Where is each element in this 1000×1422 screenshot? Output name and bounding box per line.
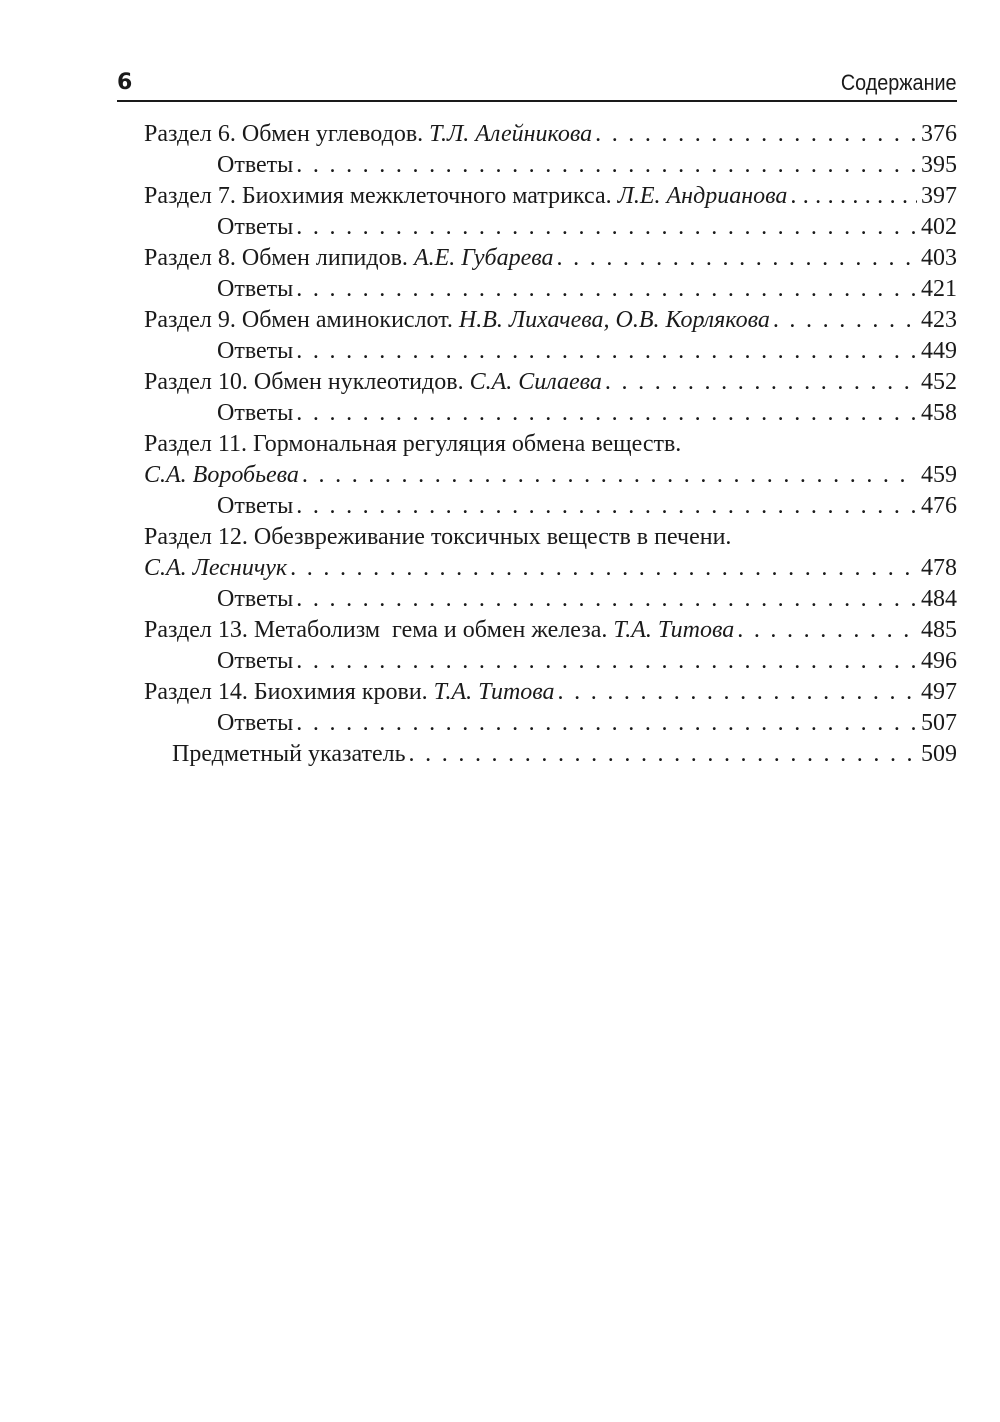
toc-entry-text xyxy=(144,677,558,708)
toc-page-number: 449 xyxy=(921,338,957,364)
toc-page-number: 397 xyxy=(921,183,957,209)
toc-section-author-line[interactable] xyxy=(144,460,957,491)
toc-dot-leader xyxy=(773,305,917,336)
toc-section-heading[interactable] xyxy=(144,429,957,460)
toc-entry-author: С.А. Силаева xyxy=(469,369,602,395)
toc-page-number: 478 xyxy=(921,555,957,581)
toc-entry-text xyxy=(217,398,296,429)
toc-dot-leader xyxy=(409,739,917,770)
toc-section-entry[interactable] xyxy=(144,677,957,708)
toc-dot-leader xyxy=(296,212,917,243)
toc-answers-entry[interactable] xyxy=(144,646,957,677)
table-of-contents xyxy=(144,119,957,770)
toc-page-number: 485 xyxy=(921,617,957,643)
toc-dot-leader xyxy=(296,584,917,615)
toc-entry-text xyxy=(144,553,290,584)
toc-section-heading[interactable] xyxy=(144,522,957,553)
toc-answers-entry[interactable] xyxy=(144,708,957,739)
toc-page-number: 507 xyxy=(921,710,957,736)
toc-page-number: 509 xyxy=(921,741,957,767)
toc-entry-title: Раздел 7. Биохимия межклеточного матрикса. xyxy=(144,183,618,209)
toc-entry-text xyxy=(217,336,296,367)
toc-page-number: 459 xyxy=(921,462,957,488)
toc-dot-leader xyxy=(302,460,917,491)
toc-section-entry[interactable] xyxy=(144,615,957,646)
toc-entry-title: Ответы xyxy=(217,400,294,426)
toc-page-number: 497 xyxy=(921,679,957,705)
toc-entry-title: Ответы xyxy=(217,586,294,612)
toc-page-number: 476 xyxy=(921,493,957,519)
toc-page-number: 452 xyxy=(921,369,957,395)
toc-entry-text xyxy=(144,305,773,336)
toc-entry-author: Т.Л. Алейникова xyxy=(429,121,593,147)
toc-dot-leader xyxy=(296,398,917,429)
toc-entry-text xyxy=(144,367,605,398)
toc-entry-author: Т.А. Титова xyxy=(433,679,555,705)
toc-entry-author: Н.В. Лихачева, О.В. Корлякова xyxy=(458,307,770,333)
toc-dot-leader xyxy=(296,150,917,181)
toc-page-number: 395 xyxy=(921,152,957,178)
toc-entry-text xyxy=(172,739,409,770)
toc-page-number: 458 xyxy=(921,400,957,426)
page-number: 6 xyxy=(117,70,133,95)
toc-dot-leader xyxy=(296,708,917,739)
toc-entry-text xyxy=(144,243,557,274)
toc-section-entry[interactable] xyxy=(144,367,957,398)
toc-entry-text xyxy=(144,522,734,553)
toc-page-number: 402 xyxy=(921,214,957,240)
toc-page-number: 423 xyxy=(921,307,957,333)
toc-entry-title: Раздел 11. Гормональная регуляция обмена веществ. xyxy=(144,431,682,457)
toc-entry-author: А.Е. Губарева xyxy=(413,245,554,271)
toc-section-entry[interactable] xyxy=(144,119,957,150)
toc-page-number: 484 xyxy=(921,586,957,612)
toc-dot-leader xyxy=(737,615,917,646)
toc-answers-entry[interactable] xyxy=(144,336,957,367)
toc-entry-text xyxy=(144,429,684,460)
toc-entry-text xyxy=(144,181,790,212)
toc-entry-text xyxy=(144,119,595,150)
toc-entry-title: Раздел 10. Обмен нуклеотидов. xyxy=(144,369,470,395)
toc-entry-text xyxy=(217,584,296,615)
toc-page-number: 496 xyxy=(921,648,957,674)
toc-answers-entry[interactable] xyxy=(144,274,957,305)
toc-answers-entry[interactable] xyxy=(144,150,957,181)
toc-entry-title: Раздел 14. Биохимия крови. xyxy=(144,679,434,705)
toc-entry-title: Раздел 9. Обмен аминокислот. xyxy=(144,307,459,333)
toc-dot-leader xyxy=(790,181,917,212)
toc-page-number: 421 xyxy=(921,276,957,302)
toc-answers-entry[interactable] xyxy=(144,398,957,429)
toc-entry-text xyxy=(144,615,737,646)
toc-dot-leader xyxy=(296,336,917,367)
toc-answers-entry[interactable] xyxy=(144,212,957,243)
toc-entry-title: Предметный указатель xyxy=(172,741,406,767)
toc-dot-leader xyxy=(296,491,917,522)
toc-dot-leader xyxy=(595,119,917,150)
toc-index-entry[interactable] xyxy=(144,739,957,770)
toc-page-number: 403 xyxy=(921,245,957,271)
toc-entry-title: Ответы xyxy=(217,493,294,519)
toc-dot-leader xyxy=(558,677,917,708)
toc-section-entry[interactable] xyxy=(144,181,957,212)
toc-section-author-line[interactable] xyxy=(144,553,957,584)
toc-page-number: 376 xyxy=(921,121,957,147)
running-head-title: Содержание xyxy=(841,70,957,95)
toc-answers-entry[interactable] xyxy=(144,491,957,522)
toc-entry-title: Ответы xyxy=(217,214,294,240)
toc-section-entry[interactable] xyxy=(144,305,957,336)
toc-entry-title: Ответы xyxy=(217,338,294,364)
toc-dot-leader xyxy=(557,243,917,274)
toc-entry-text xyxy=(217,150,296,181)
toc-dot-leader xyxy=(296,274,917,305)
toc-entry-title: Ответы xyxy=(217,276,294,302)
toc-entry-title: Ответы xyxy=(217,152,294,178)
toc-entry-text xyxy=(217,708,296,739)
toc-entry-author: Л.Е. Андрианова xyxy=(617,183,788,209)
toc-entry-text xyxy=(217,274,296,305)
toc-dot-leader xyxy=(290,553,917,584)
toc-entry-text xyxy=(217,212,296,243)
toc-entry-text xyxy=(217,646,296,677)
toc-entry-author: С.А. Лесничук xyxy=(144,555,288,581)
toc-entry-text xyxy=(217,491,296,522)
toc-entry-title: Раздел 13. Метаболизм гема и обмен железа. xyxy=(144,617,614,643)
toc-entry-title: Раздел 6. Обмен углеводов. xyxy=(144,121,430,147)
toc-entry-title: Раздел 12. Обезвреживание токсичных веществ в печени. xyxy=(144,524,732,550)
toc-entry-author: Т.А. Титова xyxy=(613,617,735,643)
toc-dot-leader xyxy=(296,646,917,677)
toc-answers-entry[interactable] xyxy=(144,584,957,615)
toc-entry-title: Раздел 8. Обмен липидов. xyxy=(144,245,414,271)
toc-entry-author: С.А. Воробьева xyxy=(144,462,299,488)
toc-section-entry[interactable] xyxy=(144,243,957,274)
toc-entry-title: Ответы xyxy=(217,710,294,736)
toc-entry-text xyxy=(144,460,302,491)
running-head xyxy=(117,66,957,102)
toc-entry-title: Ответы xyxy=(217,648,294,674)
toc-dot-leader xyxy=(605,367,917,398)
